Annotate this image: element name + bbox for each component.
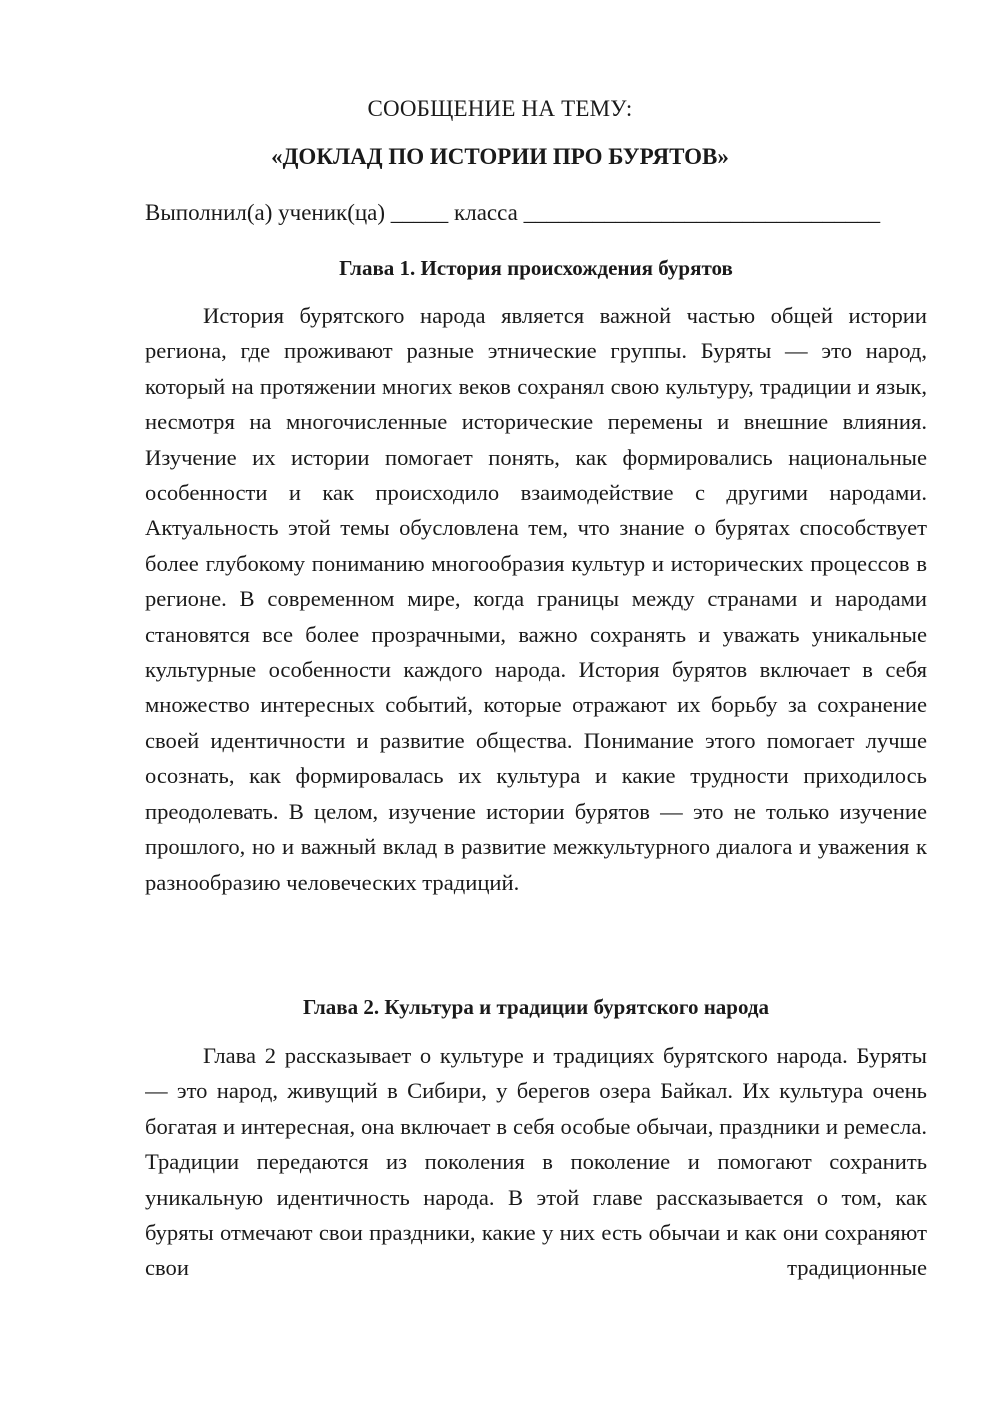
- document-title-line2: «ДОКЛАД ПО ИСТОРИИ ПРО БУРЯТОВ»: [271, 144, 729, 169]
- chapter1-heading: Глава 1. История происхождения бурятов: [339, 256, 733, 280]
- chapter2-heading: Глава 2. Культура и традиции бурятского народа: [303, 995, 769, 1019]
- chapter1-paragraph: История бурятского народа является важной частью общей истории региона, где проживают разные этнические группы. Буряты — это народ, который на протяжении многих веков сохранял свою культуру, традиции и язык, несмотря на многочисленные исторические перемены и внешние влияния. Изучение их истории помогает понять, как формировались национальные особенности и как происходило взаимодействие с другими народами. Актуальность этой темы обусловлена тем, что знание о бурятах способствует более глубокому пониманию многообразия культур и исторических процессов в регионе. В современном мире, когда границы между странами и народами становятся все более прозрачными, важно сохранять и уважать уникальные культурные особенности каждого народа. История бурятов включает в себя множество интересных событий, которые отражают их борьбу за сохранение своей идентичности и развитие общества. Понимание этого помогает лучше осознать, как формировалась их культура и какие трудности приходилось преодолевать. В целом, изучение истории бурятов — это не только изучение прошлого, но и важный вклад в развитие межкультурного диалога и уважения к разнообразию человеческих традиций.: [145, 303, 927, 895]
- chapter2-paragraph: Глава 2 рассказывает о культуре и традициях бурятского народа. Буряты — это народ, живущий в Сибири, у берегов озера Байкал. Их культура очень богатая и интересная, она включает в себя особые обычаи, праздники и ремесла. Традиции передаются из поколения в поколение и помогают сохранить уникальную идентичность народа. В этой главе рассказывается о том, как буряты отмечают свои праздники, какие у них есть обычаи и как они сохраняют свои традиционные: [145, 1043, 927, 1281]
- author-line: Выполнил(а) ученик(ца) _____ класса _______________________________: [145, 200, 881, 225]
- document-title-line1: СООБЩЕНИЕ НА ТЕМУ:: [367, 96, 633, 121]
